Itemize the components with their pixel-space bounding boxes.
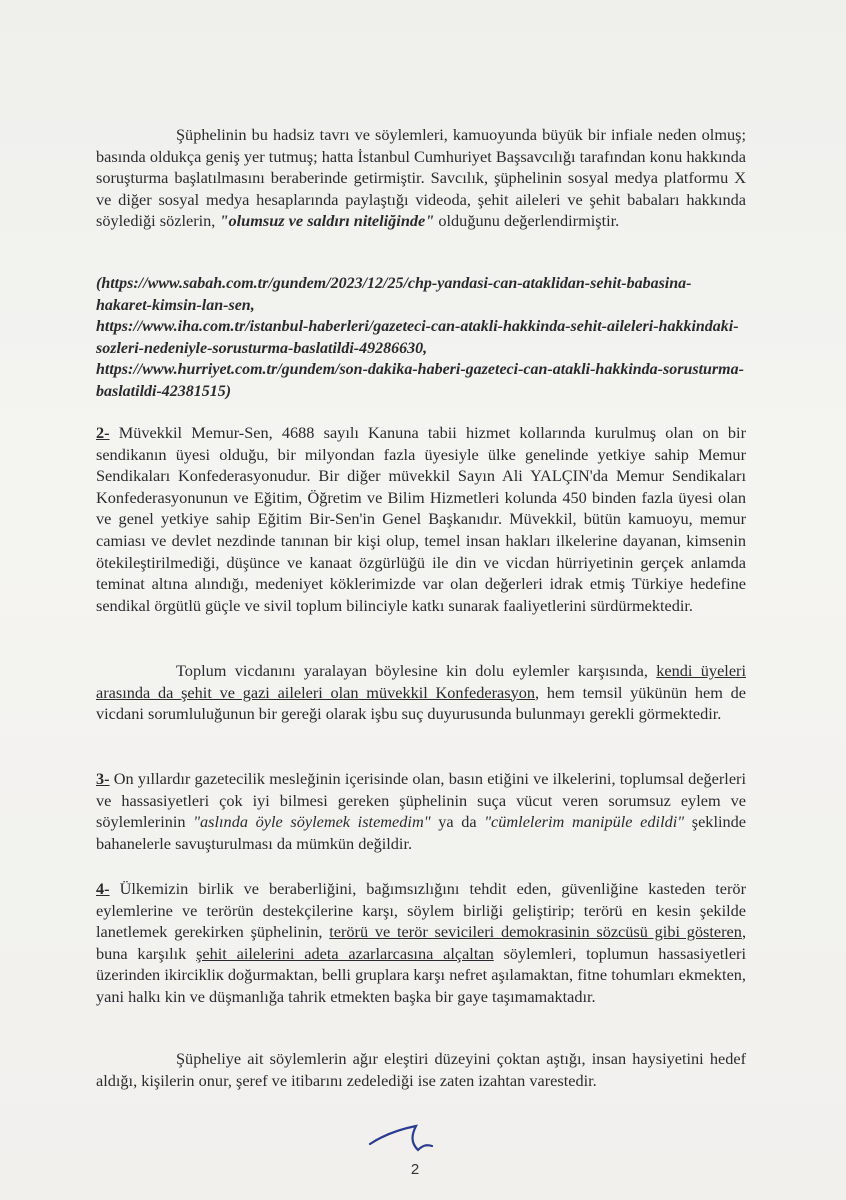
signature-mark <box>366 1120 438 1154</box>
paragraph-1 <box>96 124 746 232</box>
paragraph-5-text: Ülkemizin birlik ve beraberliğini, bağımsızlığını tehdit eden, güvenliğine kasteden terör eylemlerine ve terörün destekçilerine karşı, söylem birliği geliştirip; terörü en kesin şekilde lanetlemek gerekirken şüphelinin, <box>96 879 746 942</box>
item-number-2: 2- <box>96 423 110 442</box>
paragraph-1-text-end: olduğunu değerlendirmiştir. <box>434 211 620 231</box>
paragraph-2 <box>96 422 746 616</box>
paragraph-3-underlined: kendi üyeleri arasında da şehit ve gazi aileleri olan müvekkil Konfederasyon <box>96 661 746 702</box>
paragraph-4-text: On yıllardır gazetecilik mesleğinin içerisinde olan, basın etiğini ve ilkelerini, toplumsal değerleri ve hassasiyetleri çok iyi bilmesi gereken şüphelinin suça vücut veren sorumsuz eylem ve söylemlerinin <box>96 769 746 832</box>
paragraph-4 <box>96 768 746 854</box>
paragraph-4-quote-1: "aslında öyle söylemek istemedim" <box>193 812 431 832</box>
reference-link-sabah: (https://www.sabah.com.tr/gundem/2023/12/25/chp-yandasi-can-ataklidan-sehit-babasina-hakaret-kimsin-lan-sen, <box>96 275 692 314</box>
paragraph-4-text-mid: ya da <box>430 812 485 832</box>
paragraph-5-text-mid: , buna karşılık <box>96 922 747 963</box>
paragraph-5-underlined-2: şehit ailelerini adeta azarlarcasına alçaltan <box>196 943 494 963</box>
paragraph-4-text-end: şeklinde bahanelerle savuşturulması da mümkün değildir. <box>96 812 746 853</box>
paragraph-5 <box>96 878 746 1008</box>
reference-link-hurriyet: https://www.hurriyet.com.tr/gundem/son-dakika-haberi-gazeteci-can-atakli-hakkinda-sorusturma-baslatildi-42381515) <box>96 361 744 400</box>
paragraph-2-text: Müvekkil Memur-Sen, 4688 sayılı Kanuna tabii hizmet kollarında kurulmuş olan on bir sendikanın üyesi olduğu, bir milyondan fazla üyesiyle ülke genelinde yetkiye sahip Memur Sendikaları Konfederasyonudur. Bir diğer müvekkil Sayın Ali YALÇIN'da Memur Sendikaları Konfederasyonunun ve Eğitim, Öğretim ve Bilim Hizmetleri kolunda 450 binden fazla üyesi olan ve genel yetkiye sahip Eğitim Bir-Sen'in Genel Başkanıdır. Müvekkil, bütün kamuoyu, memur camiası ve devlet nezdinde tanınan bir kişi olup, temel insan hakları ilkelerine dayanan, kimsenin ötekileştirilmediği, düşünce ve kanaat özgürlüğü ile din ve vicdan hürriyetinin gerçek anlamda teminat altına alındığı, medeniyet köklerimizde var olan değerleri idrak etmiş Türkiye hedefine sendikal örgütlü güçle ve sivil toplum bilinciyle katkı sunarak faaliyetlerini sürdürmektedir. <box>96 423 746 615</box>
item-number-3: 3- <box>96 769 110 788</box>
item-number-4: 4- <box>96 879 110 898</box>
paragraph-6 <box>96 1048 746 1091</box>
paragraph-1-quote: "olumsuz ve saldırı niteliğinde" <box>219 211 435 231</box>
paragraph-5-underlined-1: terörü ve terör sevicileri demokrasinin sözcüsü gibi gösteren <box>329 922 742 942</box>
paragraph-3-text-end: , hem temsil yükünün hem de vicdani sorumluluğunun bir gereği olarak işbu suç duyurusunda bulunmayı gerekli görmektedir. <box>96 682 747 724</box>
paragraph-4-quote-2: "cümlelerim manipüle edildi" <box>484 812 685 832</box>
paragraph-3 <box>96 660 746 725</box>
page-number: 2 <box>410 1161 420 1178</box>
paragraph-6-text: Şüpheliye ait söylemlerin ağır eleştiri düzeyini çoktan aştığı, insan haysiyetini hedef aldığı, kişilerin onur, şeref ve itibarını zedelediği ise zaten izahtan varestedir. <box>96 1049 746 1090</box>
paragraph-5-text-end: söylemleri, toplumun hassasiyetleri üzerinden ikircikliк doğurmaktan, belli gruplara karşı nefret aşılamaktan, fitne tohumları ekmekten, yani halkı kin ve düşmanlığa tahrik etmekten başka bir gaye taşımamaktadır. <box>96 943 746 1006</box>
paragraph-3-text: Toplum vicdanını yaralayan böylesine kin dolu eylemler karşısında, <box>176 661 657 680</box>
paragraph-1-text: Şüphelinin bu hadsiz tavrı ve söylemleri, kamuoyunda büyük bir infiale neden olmuş; basında oldukça geniş yer tutmuş; hatta İstanbul Cumhuriyet Başsavcılığı tarafından konu hakkında soruşturma başlatılmasını beraberinde getirmiştir. Savcılık, şüphelinin sosyal medya platformu X ve diğer sosyal medya hesaplarında paylaştığı videoda, şehit aileleri ve şehit babaları hakkında söylediği sözlerin, <box>96 125 746 231</box>
reference-links <box>96 273 746 403</box>
reference-link-iha: https://www.iha.com.tr/istanbul-haberleri/gazeteci-can-atakli-hakkinda-sehit-aileleri-hakkindaki-sozleri-nedeniyle-sorusturma-baslatildi-49286630, <box>96 318 739 357</box>
